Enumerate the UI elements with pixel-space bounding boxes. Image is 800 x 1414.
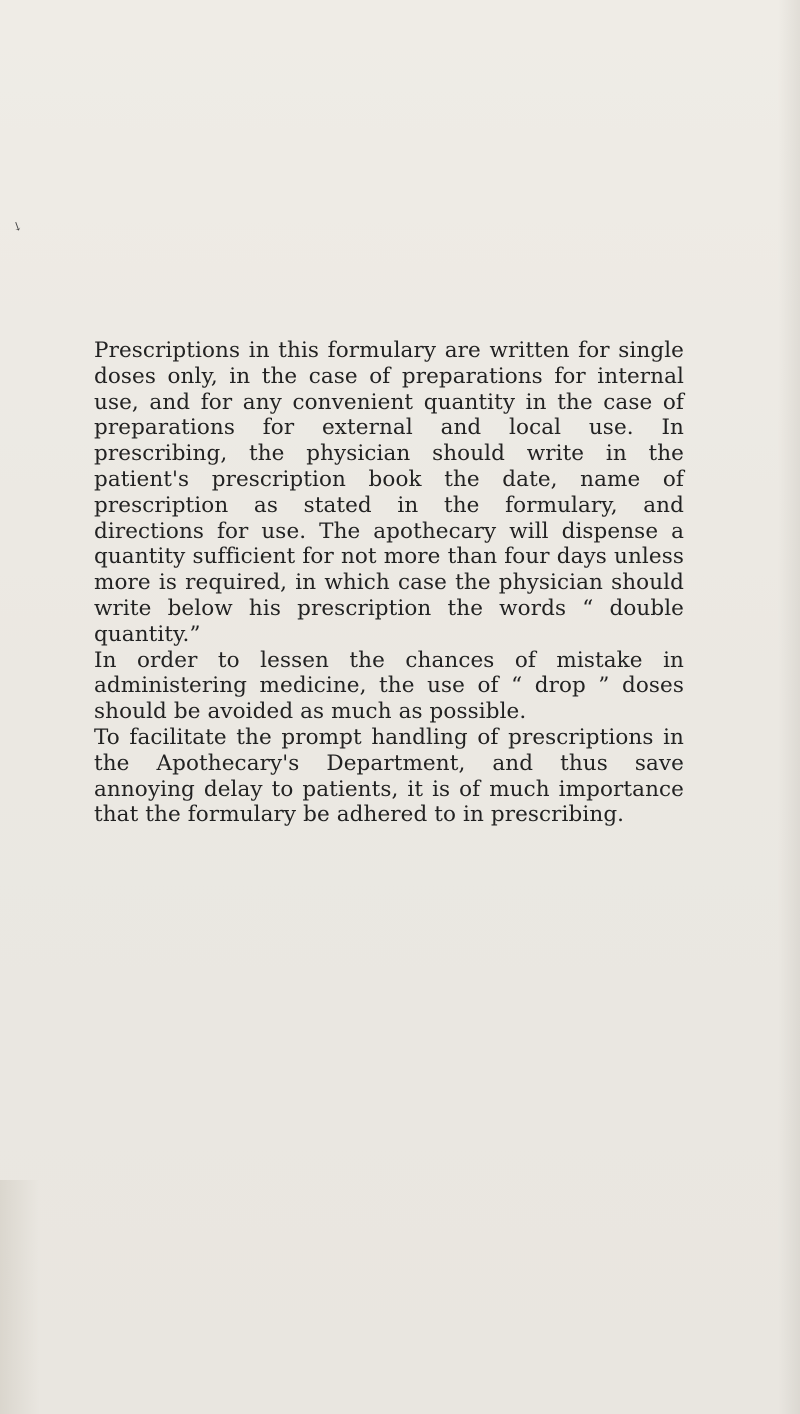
paragraph-prescriptions: Prescriptions in this formulary are written for single doses only, in the case of preparations for internal use, and for any convenient quantity in the case of preparations for external and local use. In prescribing, the physician should write in the patient's prescription book the date, name of prescription as stated in the formulary, and directions for use. The apothecary will dispense a quantity sufficient for not more than four days unless more is required, in which case the physician should write below his prescription the words “ double quantity.” <box>94 338 684 647</box>
paragraph-formulary-adherence: To facilitate the prompt handling of prescriptions in the Apothecary's Department, and thus save annoying delay to patients, it is of much importance that the formulary be adhered to in prescribing. <box>94 724 684 828</box>
margin-mark-icon: ↘ <box>9 217 25 235</box>
page-stain <box>0 1180 40 1414</box>
paragraph-drop-doses: In order to lessen the chances of mistake in administering medicine, the use of “ drop ” doses should be avoided as much as possible. <box>94 647 684 725</box>
page-edge-shadow <box>778 0 800 1414</box>
body-text <box>94 338 684 828</box>
